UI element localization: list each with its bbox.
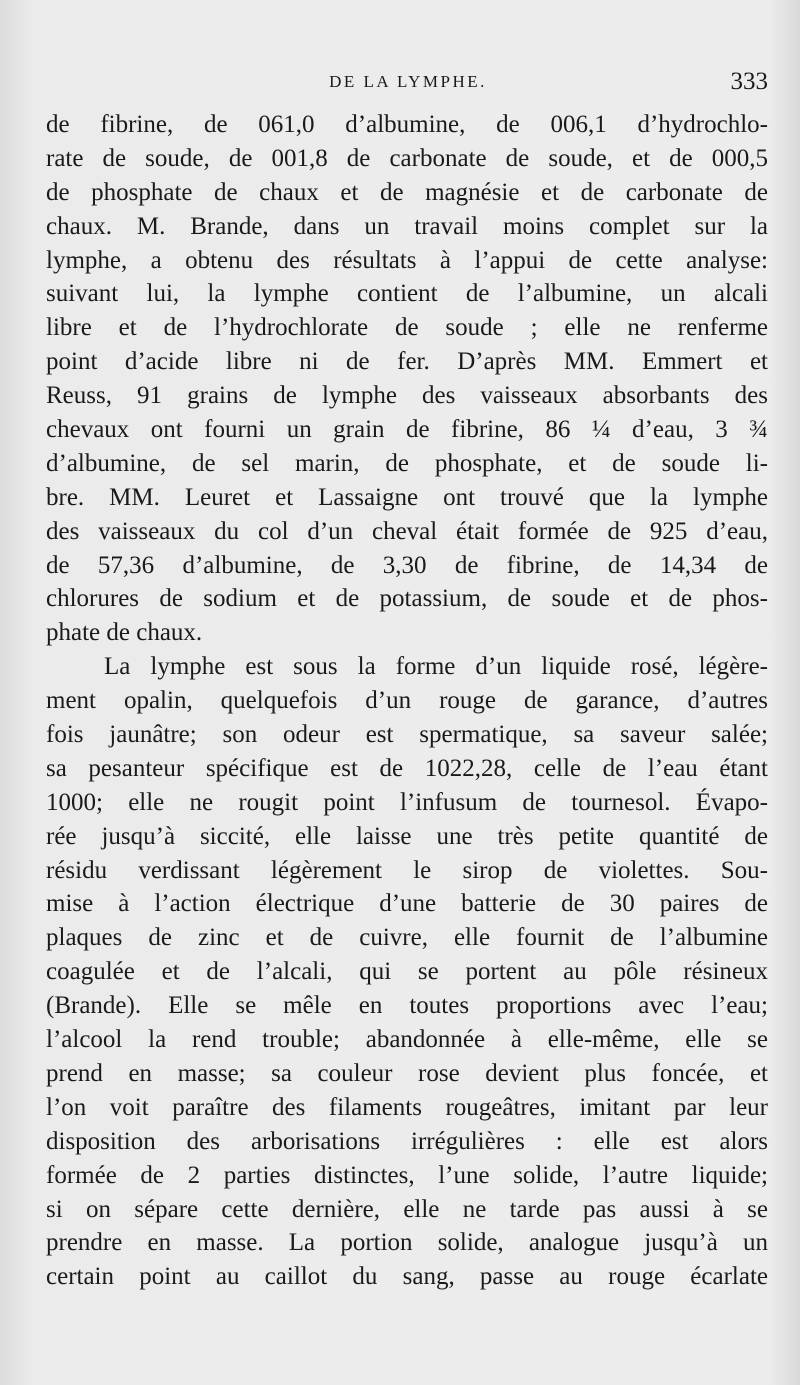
text-line: des vaisseaux du col d’un cheval était formée de 925 d’eau, xyxy=(46,517,768,545)
text-line: Reuss, 91 grains de lymphe des vaisseaux absorbants des xyxy=(46,382,768,410)
text-line: sa pesanteur spécifique est de 1022,28, celle de l’eau étant xyxy=(46,754,768,782)
text-line: de 57,36 d’albumine, de 3,30 de fibrine, de 14,34 de xyxy=(46,551,768,579)
text-line: d’albumine, de sel marin, de phosphate, et de soude li- xyxy=(46,449,768,477)
text-line: rate de soude, de 001,8 de carbonate de soude, et de 000,5 xyxy=(46,144,768,172)
text-line: chlorures de sodium et de potassium, de soude et de phos- xyxy=(46,585,768,613)
text-line: disposition des arborisations irrégulières : elle est alors xyxy=(46,1127,768,1155)
text-line: prendre en masse. La portion solide, analogue jusqu’à un xyxy=(46,1229,768,1257)
text-line: résidu verdissant légèrement le sirop de violettes. Sou- xyxy=(46,856,768,884)
text-line: chevaux ont fourni un grain de fibrine, 86 ¼ d’eau, 3 ¾ xyxy=(46,416,768,444)
text-line: l’alcool la rend trouble; abandonnée à elle-même, elle se xyxy=(46,1026,768,1054)
text-line: point d’acide libre ni de fer. D’après MM. Emmert et xyxy=(46,348,768,376)
text-line: lymphe, a obtenu des résultats à l’appui de cette analyse: xyxy=(46,246,768,274)
text-line: rée jusqu’à siccité, elle laisse une très petite quantité de xyxy=(46,822,768,850)
page-number: 333 xyxy=(730,68,768,95)
text-line: libre et de l’hydrochlorate de soude ; elle ne renferme xyxy=(46,314,768,342)
text-line: de fibrine, de 061,0 d’albumine, de 006,1 d’hydrochlo- xyxy=(46,111,768,138)
text-line: si on sépare cette dernière, elle ne tarde pas aussi à se xyxy=(46,1195,768,1223)
text-line: certain point au caillot du sang, passe au rouge écarlate xyxy=(46,1263,768,1291)
text-line: ment opalin, quelquefois d’un rouge de garance, d’autres xyxy=(46,687,768,715)
text-line: chaux. M. Brande, dans un travail moins complet sur la xyxy=(46,212,768,240)
text-line: fois jaunâtre; son odeur est spermatique, sa saveur salée; xyxy=(46,721,768,749)
text-line: suivant lui, la lymphe contient de l’albumine, un alcali xyxy=(46,280,768,308)
text-line: La lymphe est sous la forme d’un liquide rosé, légère- xyxy=(104,653,768,681)
text-line: plaques de zinc et de cuivre, elle fournit de l’albumine xyxy=(46,924,768,952)
text-line: (Brande). Elle se mêle en toutes proportions avec l’eau; xyxy=(46,992,768,1020)
text-line: bre. MM. Leuret et Lassaigne ont trouvé que la lymphe xyxy=(46,483,768,511)
page-header xyxy=(48,68,768,102)
text-line: coagulée et de l’alcali, qui se portent au pôle résineux xyxy=(46,958,768,986)
text-line: de phosphate de chaux et de magnésie et de carbonate de xyxy=(46,178,768,206)
text-line: 1000; elle ne rougit point l’infusum de tournesol. Évapo- xyxy=(46,788,768,816)
text-line: phate de chaux. xyxy=(46,619,203,647)
text-line: l’on voit paraître des filaments rougeâtres, imitant par leur xyxy=(46,1093,768,1121)
body-text xyxy=(46,108,768,1294)
text-line: formée de 2 parties distinctes, l’une solide, l’autre liquide; xyxy=(46,1161,768,1189)
running-head: DE LA LYMPHE. xyxy=(329,72,487,91)
text-line: prend en masse; sa couleur rose devient plus foncée, et xyxy=(46,1059,768,1087)
text-line: mise à l’action électrique d’une batterie de 30 paires de xyxy=(46,890,768,918)
